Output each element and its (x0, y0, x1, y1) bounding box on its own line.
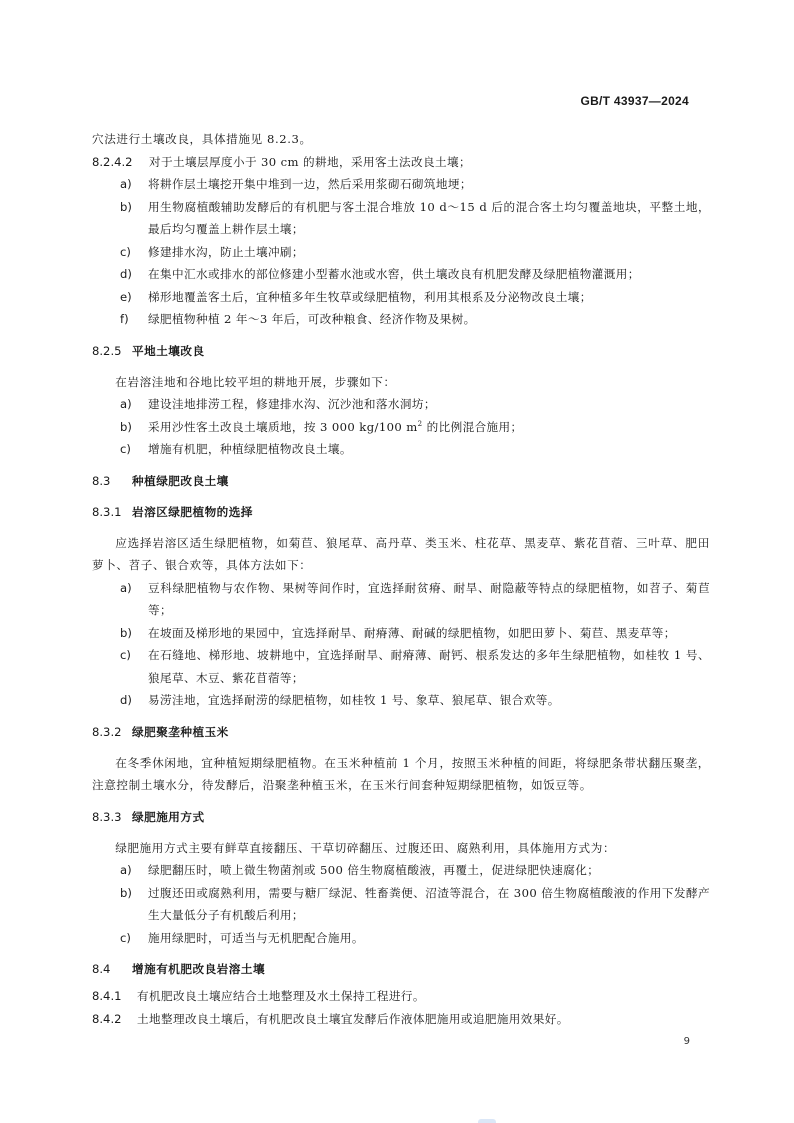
paragraph: 绿肥施用方式主要有鲜草直接翻压、干草切碎翻压、过腹还田、腐熟利用，具体施用方式为： (115, 840, 616, 855)
list-item-text: 在坡面及梯形地的果园中，宜选择耐旱、耐瘠薄、耐碱的绿肥植物，如肥田萝卜、菊苣、黑麦草等； (148, 625, 676, 640)
list-item-text: 梯形地覆盖客土后，宜种植多年生牧草或绿肥植物，利用其根系及分泌物改良土壤； (148, 289, 592, 304)
list-item (120, 286, 710, 309)
clause-8-4-2 (92, 1008, 710, 1031)
heading-number: 8.3.1 (92, 504, 122, 519)
heading-8-3-1 (92, 501, 710, 523)
heading-title: 种植绿肥改良土壤 (132, 473, 229, 488)
list-marker: b) (120, 419, 132, 434)
clause-text: 有机肥改良土壤应结合土地整理及水土保持工程进行。 (137, 989, 425, 1003)
paragraph: 在岩溶洼地和谷地比较平坦的耕地开展，步骤如下： (115, 374, 396, 389)
heading-number: 8.4 (92, 962, 111, 976)
list-marker: c) (120, 648, 131, 662)
list-item-text: 施用绿肥时，可适当与无机肥配合施用。 (148, 930, 364, 945)
heading-number: 8.3 (92, 473, 111, 488)
clause-number: 8.2.4.2 (92, 154, 133, 169)
list-marker: a) (120, 580, 132, 595)
list-item-text: 建设洼地排涝工程，修建排水沟、沉沙池和落水洞坊； (148, 397, 436, 411)
list-marker: f) (120, 312, 129, 326)
text-segment: 的比例混合施用； (422, 419, 523, 434)
list-item-text: 易涝洼地，宜选择耐涝的绿肥植物，如桂牧 1 号、象草、狼尾草、银合欢等。 (148, 693, 560, 707)
list-item (120, 416, 710, 439)
list-item-text: 在石缝地、梯形地、坡耕地中，宜选择耐旱、耐瘠薄、耐钙、根系发达的多年生绿肥植物，如桂牧 1 号、狼尾草、木豆、紫花苜蓿等； (148, 648, 710, 685)
list-marker: b) (120, 625, 132, 640)
heading-8-3-3 (92, 806, 710, 828)
list-item-text: 将耕作层土壤挖开集中堆到一边，然后采用浆砌石砌筑地埂； (148, 177, 472, 191)
scroll-indicator (478, 1119, 496, 1123)
list-item (120, 241, 710, 264)
clause-text: 土地整理改良土壤后，有机肥改良土壤宜发酵后作液体肥施用或追肥施用效果好。 (137, 1011, 569, 1026)
list-item-text: 过腹还田或腐熟利用，需要与糖厂绿泥、牲畜粪便、沼渣等混合，在 300 倍生物腐植酸液的作用下发酵产生大量低分子有机酸后利用； (148, 885, 710, 922)
clause-number: 8.4.2 (92, 1011, 122, 1026)
list-marker: e) (120, 289, 132, 304)
text-segment: 采用沙性客土改良土壤质地，按 3 000 kg/100 m (148, 419, 418, 434)
standard-code: GB/T 43937—2024 (580, 94, 689, 108)
list-item (120, 308, 710, 331)
list-item (120, 196, 710, 241)
list-item-text: 用生物腐植酸辅助发酵后的有机肥与客土混合堆放 10 d～15 d 后的混合客土均匀覆盖地块，平整土地，最后均匀覆盖上耕作层土壤； (148, 199, 710, 236)
list-marker: c) (120, 244, 131, 259)
paragraph: 应选择岩溶区适生绿肥植物，如菊苣、狼尾草、高丹草、类玉米、柱花草、黑麦草、紫花苜蓿、三叶草、肥田萝卜、苕子、银合欢等，具体方法如下： (92, 535, 710, 572)
heading-8-2-5 (92, 340, 710, 362)
clause-8-2-4-2 (92, 151, 710, 174)
list-item (120, 173, 710, 196)
list-item (120, 882, 710, 927)
clause-8-4-1 (92, 985, 710, 1008)
list-item-text: 绿肥翻压时，喷上微生物菌剂或 500 倍生物腐植酸液，再覆土，促进绿肥快速腐化； (148, 863, 600, 877)
list-item-text: 修建排水沟，防止土壤冲刷； (148, 244, 304, 259)
list-marker: d) (120, 693, 132, 707)
list-item-text: 豆科绿肥植物与农作物、果树等间作时，宜选择耐贫瘠、耐旱、耐隐蔽等特点的绿肥植物，如苕子、菊苣等； (148, 580, 710, 617)
heading-8-3 (92, 470, 710, 492)
clause-text: 对于土壤层厚度小于 30 cm 的耕地，采用客土法改良土壤； (149, 154, 471, 169)
list-marker: a) (120, 397, 132, 411)
list-item (120, 263, 710, 286)
heading-number: 8.2.5 (92, 343, 122, 358)
list-item (120, 689, 710, 712)
list-item-text: 增施有机肥，种植绿肥植物改良土壤。 (148, 442, 352, 456)
document-body (92, 128, 710, 1030)
heading-8-4 (92, 958, 710, 980)
list-item (120, 644, 710, 689)
list-marker: c) (120, 930, 131, 945)
list-marker: c) (120, 442, 131, 456)
heading-title: 绿肥施用方式 (132, 809, 205, 824)
heading-title: 平地土壤改良 (132, 343, 205, 358)
heading-title: 绿肥聚垄种植玉米 (132, 724, 229, 739)
clause-number: 8.4.1 (92, 989, 122, 1003)
list-marker: a) (120, 177, 132, 191)
list-item (120, 393, 710, 416)
heading-8-3-2 (92, 721, 710, 743)
heading-title: 岩溶区绿肥植物的选择 (132, 504, 253, 519)
heading-title: 增施有机肥改良岩溶土壤 (132, 962, 266, 976)
superscript: 2 (417, 419, 423, 428)
list-marker: b) (120, 199, 132, 214)
list-marker: a) (120, 863, 132, 877)
list-marker: b) (120, 885, 132, 900)
list-item-text: 在集中汇水或排水的部位修建小型蓄水池或水窖，供土壤改良有机肥发酵及绿肥植物灌溉用； (148, 267, 640, 281)
list-item-text: 绿肥植物种植 2 年～3 年后，可改种粮食、经济作物及果树。 (148, 312, 476, 326)
continued-paragraph: 穴法进行土壤改良，具体措施见 8.2.3。 (92, 132, 312, 146)
heading-number: 8.3.2 (92, 724, 122, 739)
list-item (120, 927, 710, 950)
list-item-text (148, 416, 710, 439)
list-item (120, 577, 710, 622)
page-number: 9 (683, 1036, 690, 1047)
paragraph: 在冬季休闲地，宜种植短期绿肥植物。在玉米种植前 1 个月，按照玉米种植的间距，将绿肥条带状翻压聚垄，注意控制土壤水分，待发酵后，沿聚垄种植玉米，在玉米行间套种短期绿肥植物，如饭豆等。 (92, 755, 710, 792)
list-item (120, 438, 710, 461)
list-item (120, 622, 710, 645)
list-marker: d) (120, 267, 132, 281)
heading-number: 8.3.3 (92, 809, 122, 824)
list-item (120, 859, 710, 882)
